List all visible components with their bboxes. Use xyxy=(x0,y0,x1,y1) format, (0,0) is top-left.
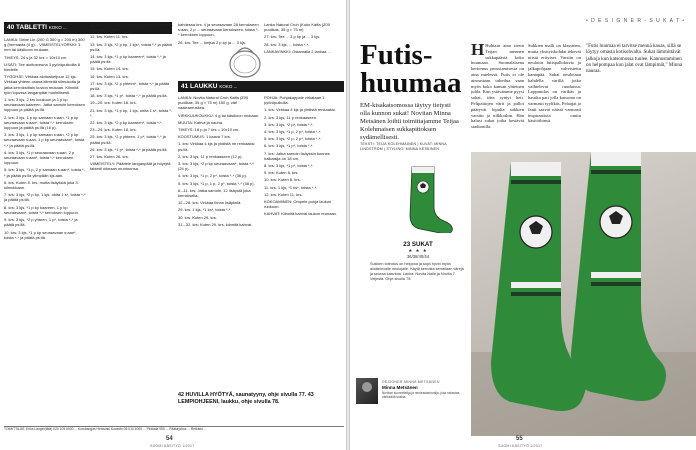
pattern-number: 40 xyxy=(7,24,15,31)
instruction-paragraph: 4. krs: 3 kjs, *1 p, 2 p*, toista *-*. xyxy=(264,129,322,135)
instruction-paragraph: Lanka Natural Cruh (Koko Kaffa (Z00 puolikas, 35 g = 75 m) xyxy=(264,22,330,33)
instruction-paragraph: kahdessa krs. 4 ja seuraavaan 28 kerrokseen s:aan, 2 p ... seuraavaan kerrokseen, toista *-* kerroksen loppuun. xyxy=(178,22,259,38)
instruction-paragraph: 6.–11. krs: Jatka samoin, 12 lisäystä joka kerroksella. xyxy=(178,187,251,199)
instruction-paragraph: 31.–32. krs: Kuten 29. krs, kiinnitä kahvat. xyxy=(178,221,253,227)
drop-cap: H xyxy=(471,43,485,59)
instruction-paragraph: VIIMEISTELY: Päättele langanpäät ja höyrytä tabletti oikeaan muotoonsa. xyxy=(90,161,171,172)
pattern-info-text: Sukkien toteutus on helppoa ja sopii hyvin myös aloittelevalle neulojalle. Käytä kerrosta kerrallaan värejä ja seuraa kaaviota. Lanka: Novita Nalle ja Novita 7 Veljestä. Ohje sivulla 75. xyxy=(370,262,464,281)
instruction-paragraph: KOKOAMINEN: Ompele pohja laukun runkoon. xyxy=(264,199,332,210)
body-text: Huhtain aina tiesin Teijan mennen sukkapäästä koko huumaan. Suomalaisena kertomus perustamisesta on aina mielessä. Futis ei ole ainoastaan urheilua vaan myös koko kansan yhteinen juhla. Kun ystävämme pyysi sukat, idea syntyi heti. Pelipaitojen värit ja pallot päätyvät lopulta sukkien varsiin ja nilkkoihin. Hän halusi sukat jotka kestävät stadionilla. xyxy=(471,43,524,130)
sock-thumbnail-icon xyxy=(398,165,460,233)
instruction-paragraph: 6. krs: Kuten 5. krs, mutta lisäyksiä joka 3. silmukkaan. xyxy=(4,179,79,191)
instruction-paragraph: 8. krs: 3 kjs, *1 p*, toista *-*. xyxy=(264,163,314,169)
instruction-paragraph: 11. krs: 1 kjs, *1 ks*, toista *-*. xyxy=(264,184,318,190)
instruction-paragraph: 22. krs: 3 kjs, *2 p kp kaareen*, toista *-*. xyxy=(90,120,163,126)
instruction-paragraph: 26. krs: 3 kjs, *1 p*, toista *-* ja päätä ps:llä. xyxy=(90,146,168,152)
instruction-paragraph: 3. krs: 3 kjs, *2 p kp seuraavaan*, toista *-* (24 p). xyxy=(178,161,254,172)
instruction-paragraph: 10. krs: 3 kjs, *1 p kp seuraavaan s:aan*, toista *-* ja päätä ps:llä. xyxy=(4,229,77,240)
pattern-name: TABLETTI xyxy=(16,24,47,31)
section-label: • D E S I G N E R - S U K A T • xyxy=(586,18,686,24)
page-number: 55 xyxy=(516,436,523,442)
instruction-paragraph: 2. krs: 3 kjs, 11 p renkaaseen. xyxy=(264,114,318,120)
pattern1-column-1 xyxy=(4,37,86,423)
instruction-paragraph: 14. krs: 3 kjs, *1 p kp kaareen*, toista *-* ja päätä ps:llä. xyxy=(90,54,166,65)
designer-avatar xyxy=(356,378,378,404)
instruction-paragraph: 9. krs: Kuten 8. krs. xyxy=(264,170,299,176)
instruction-paragraph: KAHVAT: Kiinnitä kahvat laukun reunaan. xyxy=(264,211,338,217)
article-body-column-2: Sukkien malli on klassinen, mutta yksityiskohdat tekevät niistä erityiset. Varsiin on neulottu futispallokuvio ja jalkapohjaan vahvistettu kantapää. Sukat neulotaan kahdella värillä jotka vaihtelevat ruuduissa. Lopputulos on värikäs ja hauska pari jolla katsomo on varmasti tyylikäs. Pelaajat ja fanit saavat näistä varmasti inspiraatiota omiin käsitöihinsä. xyxy=(528,43,581,124)
left-sock xyxy=(491,162,586,411)
pattern-info-block xyxy=(370,241,466,282)
instruction-paragraph: 1. krs: Virkkaa 4 kjs ja yhdistä ne renkaaksi ps:llä. xyxy=(178,141,255,152)
instruction-paragraph: 1. krs: 3 kjs, 2 krs koukuun ja 1 p kp seuraavaan kaareen. Jatka samoin kerroksen loppuun ja päätä ps:llä. xyxy=(4,97,85,113)
page-footer: SUOMI KÄSITYÖ 1/2017 xyxy=(498,444,543,448)
instruction-paragraph: 9. krs: 3 kjs, *2 p yhteen, 1 p*, toista *-* ja päätä ps:llä. xyxy=(4,217,78,228)
pattern-tag: KOKO ... xyxy=(48,25,67,30)
instruction-paragraph: 4. krs: 3 kjs, *1 p seuraavaan s:aan, 2 p seuraavaan s:aan*, toista *-* kerroksen loppuun. xyxy=(4,149,75,166)
instruction-paragraph: KOOSTUMUS: 1 kaava 7 krs. xyxy=(178,134,231,140)
instruction-paragraph: 7. krs: 3 kjs, *2 p kp, 1 kjs, ohita 1 s*, toista *-* ja päätä ps:llä. xyxy=(4,192,86,203)
right-page xyxy=(348,0,696,450)
title-line-1: Futis- xyxy=(360,39,433,71)
instruction-paragraph: 13. krs: 3 kjs, *2 p kp, 1 kjs*, toista *-* ja päätä ps:llä. xyxy=(90,41,172,52)
pattern2-column-2 xyxy=(264,95,346,390)
instruction-paragraph: 25. krs: 3 kjs, *2 p yhteen, 1 p*, toista *-* ja päätä ps:llä. xyxy=(90,134,166,145)
instruction-paragraph: 27. krs: Tee ... 3 p kp ja ... 3 kjs. xyxy=(264,34,321,40)
article-credits: TEKSTI: TEIJA KOLEHMAINEN | KUVAT: MINNA LINDSTRÖM | STYLING: MINNA KESKINEN xyxy=(360,142,447,151)
socks-photo xyxy=(471,152,696,436)
instruction-paragraph: 26. krs: Tee ... ketjua 2 p kp ja ... 3 kjs. xyxy=(178,39,246,45)
pattern2-column-1 xyxy=(178,95,260,390)
pattern-number: 41 xyxy=(181,83,189,90)
instruction-paragraph: POHJA: Pohjakappale virkataan 1 pyöröpuikolla. xyxy=(264,95,325,106)
instruction-paragraph: 5. krs: 3 kjs, *1 p, 1 p, 2 p*, toista *-* (48 p). xyxy=(178,180,255,186)
instruction-paragraph: 3. krs: 3 kjs, 1 p kp samaan s:aan, *2 p kp seuraavaan s:aan, 1 p kp seuraavaan*, toista *-* ja päätä ps:llä. xyxy=(4,132,85,148)
book-gutter xyxy=(346,0,350,450)
article-title xyxy=(360,41,462,97)
instruction-paragraph: 30. krs: Kuten 29. krs. xyxy=(178,214,217,220)
instruction-paragraph: 15. krs: Kuten 14. krs. xyxy=(90,66,129,72)
bag-illustration xyxy=(224,44,266,78)
instruction-paragraph: 8. krs: 3 kjs, *1 p kp kaareen, 1 p kp seuraavaan*, toista *-* kerroksen loppuun. xyxy=(4,204,79,215)
title-line-2: huumaa xyxy=(360,67,462,99)
instruction-paragraph: 1. krs: Virkkaa 4 kjs ja yhdistä renkaaksi. xyxy=(264,107,336,113)
instruction-paragraph: 12. krs: Kuten 11. krs. xyxy=(90,34,129,40)
pattern-name: LAUKKU xyxy=(190,83,218,90)
instruction-paragraph: TIHEYS: 18 p ja 7 krs = 10x10 cm. xyxy=(178,127,240,133)
instruction-paragraph: 11. krs: 3 kjs, *1 p, 2 p samaan s:aan*, toista *-* ja päätä ps:llä. xyxy=(90,22,173,33)
instruction-paragraph: 23.–24. krs: Kuten 18. krs. xyxy=(90,127,137,133)
instruction-paragraph: LANKA: Novita Natural Cruh Kaffa (Z00 puolikas, 35 g = 75 m) 150 g, väri vaaleanruskea. xyxy=(178,95,249,111)
instruction-paragraph: 12. krs: Kuten 11. krs. xyxy=(264,191,303,197)
article-subtitle: EM-kisakatsomossa täytyy tietysti olla kunnon sukat! Novitan Minna Metsänen loihti toimittajamme Teijaa Kolehmaisen sukkapittoksen sydämellisesti. xyxy=(360,102,459,141)
pattern2-top-column-2 xyxy=(264,22,346,78)
instruction-paragraph: LANKA: Debe Lin (200 G 300 g = 200 m) 300 g (hermasta (4 g)... VIIMEISTELYÖRKKI: 3 mm tai käsikoon mukaan. xyxy=(4,37,85,53)
page-number: 54 xyxy=(166,436,173,442)
instruction-paragraph: 10. krs: Kuten 8. krs. xyxy=(264,177,301,183)
designer-box xyxy=(356,378,466,406)
instruction-paragraph: 17. krs: 3 kjs, *2 p yhteen*, toista *-* ja päätä ps:llä. xyxy=(90,80,170,92)
instruction-paragraph: 6. krs: 3 kjs, *1 p*, toista *-*. xyxy=(264,143,314,149)
instruction-paragraph: 19.–20. krs: Kuten 18. krs. xyxy=(90,100,137,106)
article-quote: "Futis huumaa ei tarvitse mennä kauas, sillä se löytyy omasta kotisohvalta. Sukat lämmittävät jalkoja kun katsomossa tuulee. Kannustaminen on helpompaa kun jalat ovat lämpimät," Minna nauraa. xyxy=(586,43,683,75)
right-sock xyxy=(571,152,666,401)
instruction-paragraph: 5. krs: 3 kjs, *1 p, 2 p samaan s:aan*, toista *-* ja päätä ps:llä ylimpään kjs:aan. xyxy=(4,167,85,178)
designer-label: DESIGNER MINNA METSÄNEN xyxy=(382,380,440,384)
instruction-paragraph: 28. krs: 3 kjs, ... toista *-*. xyxy=(264,41,310,47)
pattern-header-laukku xyxy=(178,81,344,92)
designer-description: Novitan suunnittelija ja neuleasiantuntija, joka rakastaa värikkäitä sukkia. xyxy=(382,391,460,399)
sizes-label: 36/38/40/44 xyxy=(406,254,430,259)
pattern-tag: KOKO ... xyxy=(219,84,238,89)
instruction-paragraph: 4. krs: 3 kjs, *1 p, 2 p*, toista *-* (36 p). xyxy=(178,173,247,179)
instruction-paragraph: 3. krs: 3 kjs, *2 p*, toista *-*. xyxy=(264,121,314,127)
instruction-paragraph: LANKAVINKKI: Ostamalla 2 lankaa ... xyxy=(264,48,331,54)
instruction-paragraph: 2. krs: 3 kjs, 1 p kp samaan s:aan, *1 p kp seuraavaan s:aan*, toista *-* kerroksen loppuun ja päätä ps:llä (16 p). xyxy=(4,114,79,131)
instruction-paragraph: 21. krs: 3 kjs, *1 p kp, 1 kjs, ohita 1 s*, toista *-*. xyxy=(90,107,173,118)
instruction-paragraph: 29. krs: 1 kjs, *1 ks*, toista *-*. xyxy=(178,207,232,213)
designer-name: Minna Metsänen xyxy=(382,385,418,390)
related-patterns-highlight: 42 HUVILLA HYÖTYÄ, saunatyyny, ohje sivulla 77. 43 LEMPIOHJEENI, laukku, ohje sivulla 78. xyxy=(178,392,314,405)
instruction-paragraph: 5. krs: 3 kjs, *2 p, 2 p*, toista *-*. xyxy=(264,136,322,142)
instruction-paragraph: 27. krs: Kuten 26. krs. xyxy=(90,154,129,160)
socks-photo-illustration xyxy=(471,152,696,436)
instruction-paragraph: 16. krs: Kuten 13. krs. xyxy=(90,73,129,79)
instruction-paragraph: TIHEYS: 24 s ja 32 krs = 10x10 cm xyxy=(4,54,67,60)
supplier-footnote: TOIMITTAJAT: Eriks Langer(tätä) 020 109 5000 ... Korukangas Hehisinki Kuvasto 05 010 4000 ... Pirkkala 050 ... Pääkirjoitus ... Retkisto ... xyxy=(4,426,344,436)
page-footer: SUOMI KÄSITYÖ 1/2017 xyxy=(150,444,195,448)
instruction-paragraph: 2. krs: 3 kjs, 11 p renkaaseen (12 p). xyxy=(178,153,243,159)
instruction-paragraph: 12.–28. krs: Virkkaa ilman lisäyksiä. xyxy=(178,200,242,206)
pattern-number-label: 23 SUKAT xyxy=(403,241,433,248)
article-body-column-1 xyxy=(471,43,524,147)
instruction-paragraph: 7. krs: Jatka samoin lisäyksin kunnes halkaisija on 18 cm. xyxy=(264,150,330,161)
instruction-paragraph: VIRKKUUKOUKKU: 4 g tai käsikoon mukaan. xyxy=(178,112,260,118)
difficulty-stars-icon: ★ ★ ★ xyxy=(408,248,428,253)
instruction-paragraph: TYÖOHJE: Virkkaa aloitusketjuun 12 kjs. Virkkaa yhteen osana kiinteitä silmukoita ja jatka kerroksittain kuvion mukaan. Kiinnitä työn lopussa langanpäät huolellisesti. xyxy=(4,74,81,95)
instruction-paragraph: MUUTA: Kahva ja nauha. xyxy=(178,119,224,125)
instruction-paragraph: LISÄTI: Tee aloitusreuna 3 pyöröpuikoilla 8 hindelle. xyxy=(4,61,80,73)
pattern1-column-2 xyxy=(90,22,174,423)
instruction-paragraph: 18. krs: 3 kjs, *1 p*, toista *-* ja päätä ps:llä. xyxy=(90,93,168,99)
